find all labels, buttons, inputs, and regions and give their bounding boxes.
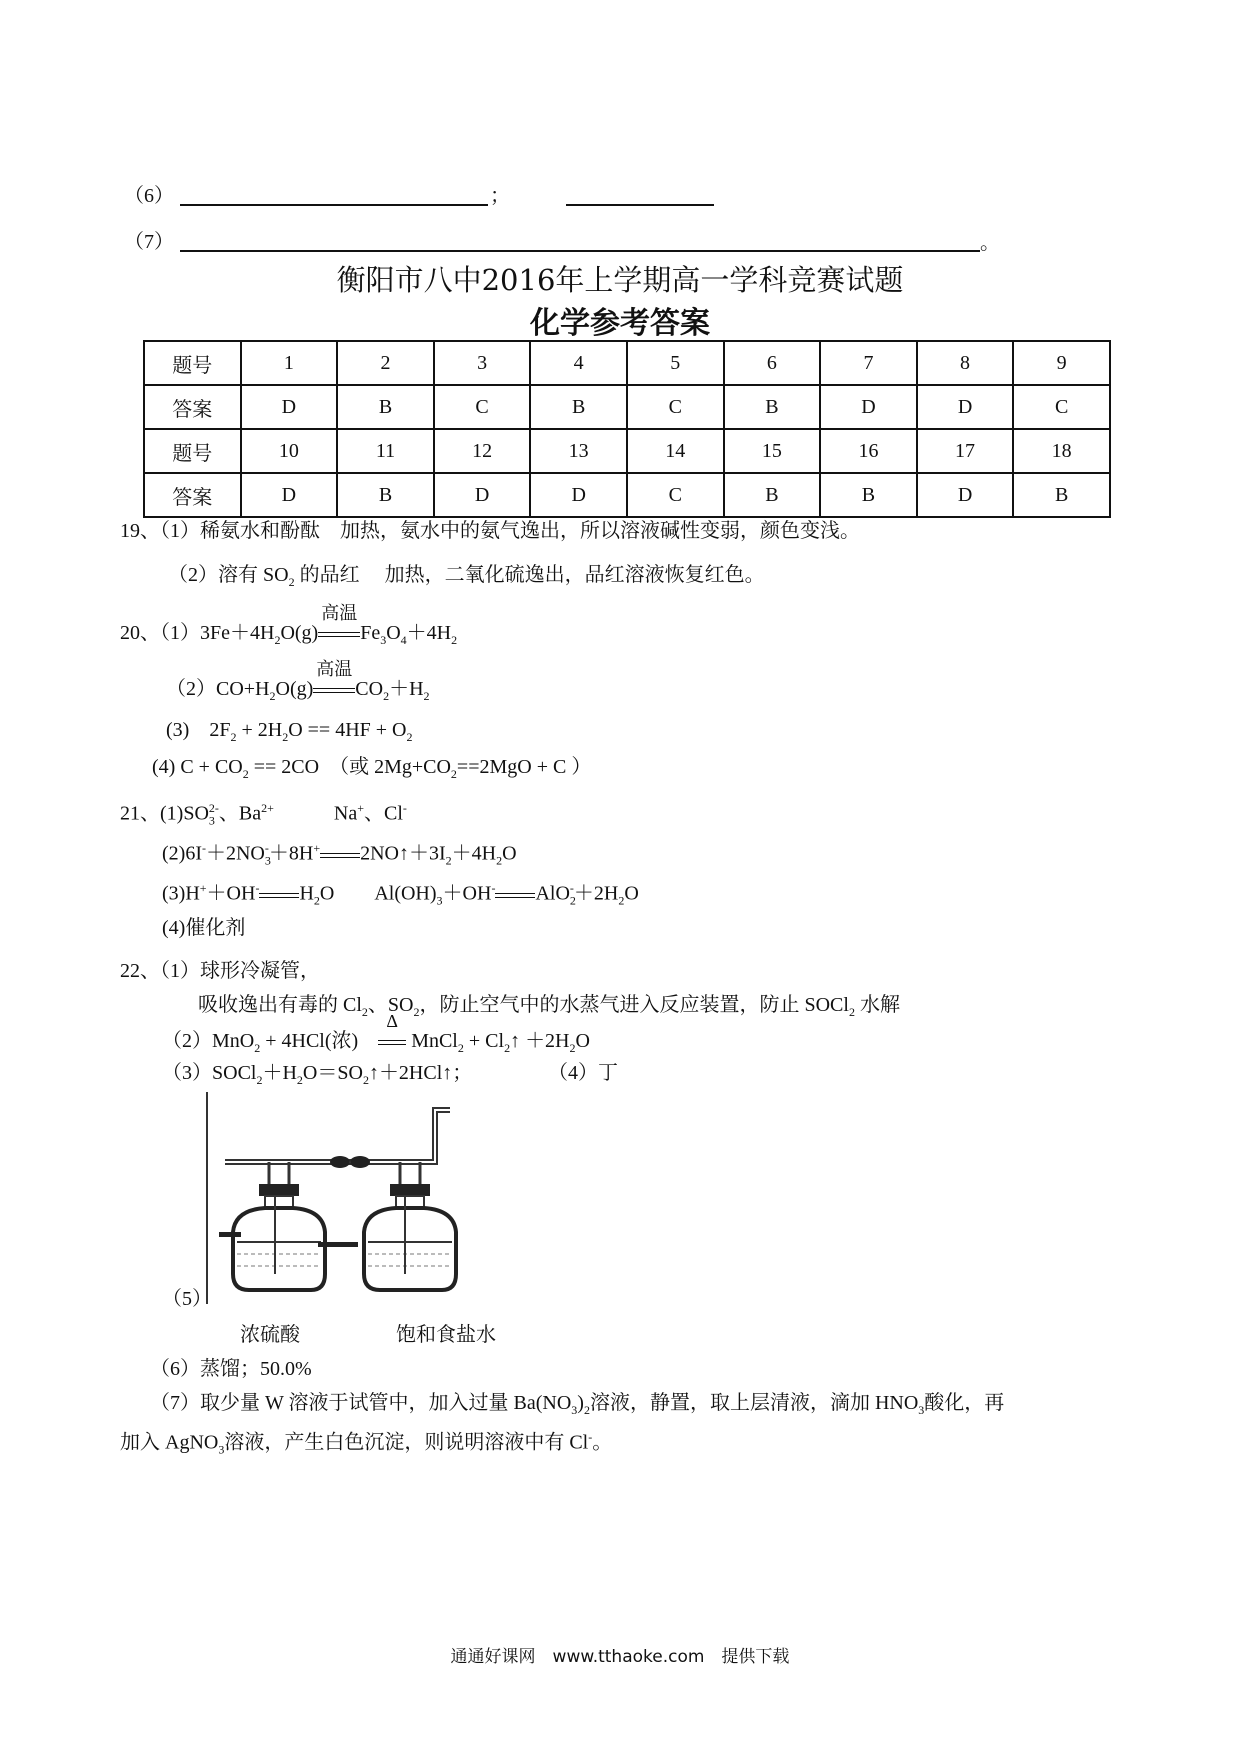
q6-blank-1: [180, 204, 488, 206]
table-row-header: 答案: [144, 473, 241, 517]
answer-20-part-1: 20、$(1)3Fe+4H_2O(g)$ 高温 $Fe_3O_4+4H_2$: [120, 603, 458, 647]
answer-22-part-7: （7）取少量 W 溶液于试管中，加入过量 $Ba(NO_3)_2$溶液，静置，取上层清液，滴加 $HNO_3$酸化，再: [150, 1392, 1005, 1417]
answer-22-part-1-detail: 吸收逸出有毒的 $Cl_2$、$SO_2$，防止空气中的水蒸气进入反应装置，防止 SOCl$_2$ 水解: [198, 994, 900, 1019]
table-cell: B: [724, 385, 821, 429]
page-subtitle: 化学参考答案: [530, 306, 710, 341]
answer-19-part-2: （2）溶有 $SO_2$ 的品红 加热，二氧化硫逸出，品红溶液恢复红色。: [168, 564, 765, 589]
answer-table: [143, 340, 1111, 518]
table-cell: 5: [627, 341, 724, 385]
table-row: [144, 473, 1110, 517]
table-cell: 11: [337, 429, 434, 473]
table-row-header: 题号: [144, 429, 241, 473]
table-cell: 1: [241, 341, 338, 385]
table-cell: 12: [434, 429, 531, 473]
answer-21-part-1: 21、$(1)SO_3^{2-}$、$Ba^{2+}$ Na+、Cl-: [120, 801, 407, 828]
table-cell: C: [627, 473, 724, 517]
answer-22-part-6: （6）蒸馏；50.0%: [150, 1358, 312, 1380]
table-cell: 9: [1013, 341, 1110, 385]
table-cell: 2: [337, 341, 434, 385]
label-saturated-brine: 饱和食盐水: [396, 1324, 496, 1346]
answer-22-part-3: $(3)SOCl_2+H_2O=SO_2↑+2HCl↑$；: [162, 1062, 473, 1087]
table-cell: D: [917, 385, 1014, 429]
table-cell: 13: [530, 429, 627, 473]
table-cell: C: [1013, 385, 1110, 429]
label-concentrated-sulfuric-acid: 浓硫酸: [240, 1324, 300, 1346]
table-cell: B: [820, 473, 917, 517]
answer-22-part-2: （2）MnO$_2$ + 4HCl(浓) Δ MnCl$_2$ + $Cl_2↑ +2H_2O$: [162, 1011, 590, 1055]
table-cell: D: [241, 473, 338, 517]
table-cell: 18: [1013, 429, 1110, 473]
table-cell: 16: [820, 429, 917, 473]
table-cell: 6: [724, 341, 821, 385]
footer-download-notice: 通通好课网 www.tthaoke.com 提供下载: [450, 1647, 790, 1667]
table-cell: 7: [820, 341, 917, 385]
q6-blank-2: [566, 204, 714, 206]
table-row: [144, 385, 1110, 429]
q7-end: 。: [980, 232, 1000, 254]
q6-separator: ；: [490, 185, 510, 207]
table-cell: B: [337, 385, 434, 429]
table-row: [144, 429, 1110, 473]
answer-21-part-3: (3)H+＋OH- $H_2O$ $Al(OH)_3+OH^-$ $AlO_2^-+2H_2O$: [162, 881, 639, 908]
table-row: [144, 341, 1110, 385]
q6-number: （6）: [124, 185, 174, 207]
table-cell: C: [627, 385, 724, 429]
table-cell: B: [337, 473, 434, 517]
answer-22-part-7-cont: 加入 AgNO$_3$溶液，产生白色沉淀，则说明溶液中有 Cl-。: [120, 1430, 613, 1457]
q7-blank: [180, 250, 980, 252]
table-cell: B: [724, 473, 821, 517]
answer-22-part-1: 22、（1）球形冷凝管，: [120, 960, 320, 982]
table-cell: D: [530, 473, 627, 517]
table-row-header: 题号: [144, 341, 241, 385]
answer-20-part-3: (3) $2F_2 + 2H_2O == 4HF + O_2$: [166, 719, 413, 744]
answer-21-part-4: (4)催化剂: [162, 917, 246, 939]
answer-22-part-5: （5）: [162, 1288, 212, 1310]
answer-21-part-2: $(2)6I^-+2NO_3^-+8H^+$ $2NO↑+3I_2+4H_2O$: [162, 841, 517, 868]
table-cell: C: [434, 385, 531, 429]
table-cell: 17: [917, 429, 1014, 473]
table-row-header: 答案: [144, 385, 241, 429]
table-cell: 8: [917, 341, 1014, 385]
page-title: 衡阳市八中2016年上学期高一学科竞赛试题: [336, 263, 904, 297]
table-cell: D: [241, 385, 338, 429]
table-cell: 4: [530, 341, 627, 385]
answer-22-part-4: （4）丁: [548, 1062, 618, 1084]
table-cell: 10: [241, 429, 338, 473]
answer-20-part-2: $(2)CO+H_2O(g)$ 高温 $CO_2+H_2$: [166, 659, 430, 703]
answer-20-part-4: (4) $C + CO_2 == 2CO$ （或 $2Mg+CO_2==2MgO + C$ ）: [152, 756, 592, 781]
table-cell: 14: [627, 429, 724, 473]
answer-19-part-1: 19、（1）稀氨水和酚酞 加热，氨水中的氨气逸出，所以溶液碱性变弱，颜色变浅。: [120, 520, 860, 542]
table-cell: D: [820, 385, 917, 429]
table-cell: D: [434, 473, 531, 517]
table-cell: D: [917, 473, 1014, 517]
table-cell: 3: [434, 341, 531, 385]
table-cell: B: [530, 385, 627, 429]
table-cell: B: [1013, 473, 1110, 517]
table-cell: 15: [724, 429, 821, 473]
q7-number: （7）: [124, 231, 174, 253]
gas-washing-apparatus-diagram: [205, 1092, 495, 1322]
